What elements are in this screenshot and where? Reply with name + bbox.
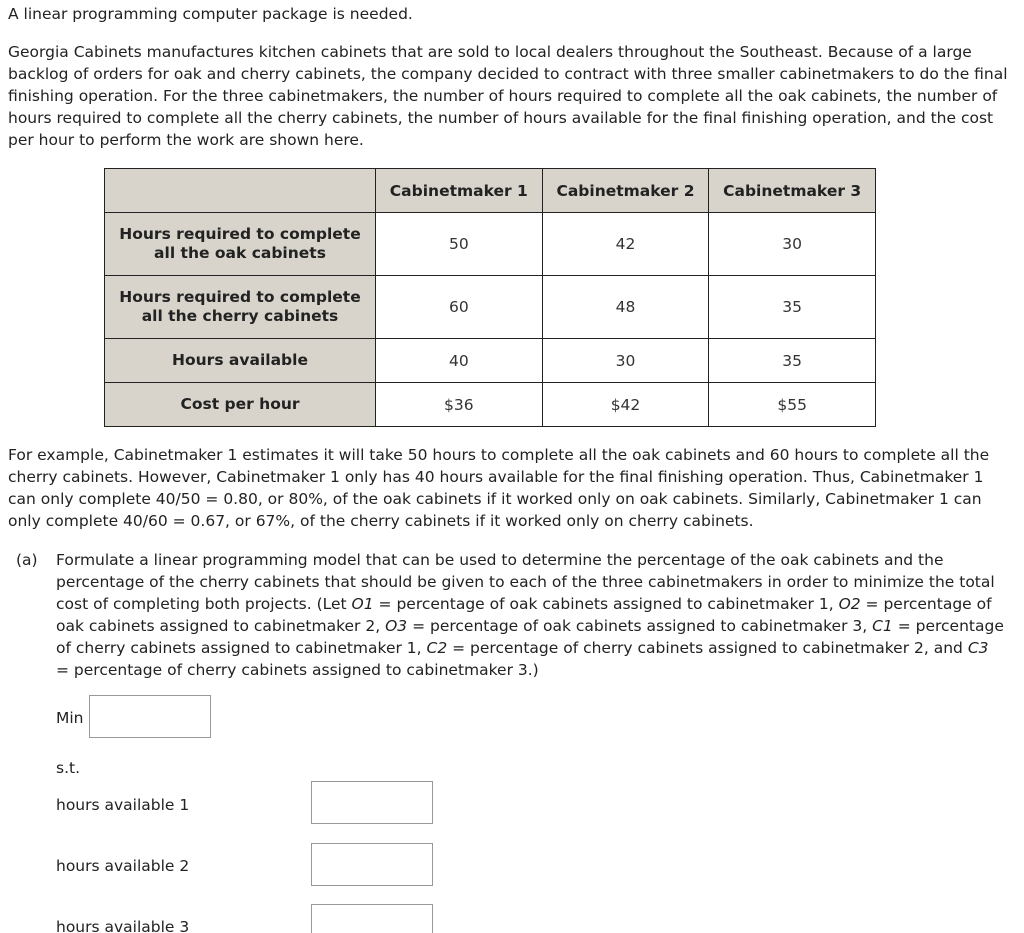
constraint-label-hours-available-2: hours available 2 <box>56 857 190 875</box>
row-header-hours-available: Hours available <box>105 339 376 383</box>
cell-cost-cm3: $55 <box>709 383 876 427</box>
cell-oak-hours-cm1: 50 <box>376 213 543 276</box>
text-segment: = percentage of oak cabinets assigned to cabinetmaker 1, <box>373 595 839 613</box>
row-header-line: Hours required to complete <box>119 288 361 306</box>
cell-hours-available-cm3: 35 <box>709 339 876 383</box>
text-segment: Formulate a linear programming model that can be used to determine the percentage of the oak cabinets and the percentage of the cherry cabinets that should be given to each of the three cabinetmakers in order to minimize the total cost of completing both projects. (Let <box>56 551 995 613</box>
cell-hours-available-cm2: 30 <box>542 339 709 383</box>
text-segment: = percentage of cherry cabinets assigned to cabinetmaker 2, and <box>447 639 968 657</box>
subject-to-label: s.t. <box>56 759 81 777</box>
text-segment: = percentage of oak cabinets assigned to cabinetmaker 2, <box>56 595 992 635</box>
table-header-row <box>105 169 876 213</box>
intro-text: A linear programming computer package is needed. <box>8 5 413 23</box>
cell-oak-hours-cm2: 42 <box>542 213 709 276</box>
constraint-label-hours-available-3: hours available 3 <box>56 918 190 933</box>
column-header-cabinetmaker-3: Cabinetmaker 3 <box>709 169 876 213</box>
variable-o1: O1 <box>351 595 374 613</box>
cabinetmaker-table <box>104 168 876 427</box>
variable-o2: O2 <box>838 595 861 613</box>
table-row-cost-per-hour <box>105 383 876 427</box>
text-segment: = percentage of oak cabinets assigned to cabinetmaker 3, <box>407 617 873 635</box>
table-row-oak-hours <box>105 213 876 276</box>
cell-hours-available-cm1: 40 <box>376 339 543 383</box>
row-header-oak-hours <box>105 213 376 276</box>
constraint-label-hours-available-1: hours available 1 <box>56 796 190 814</box>
problem-description: Georgia Cabinets manufactures kitchen cabinets that are sold to local dealers throughout the Southeast. Because of a large backlog of orders for oak and cherry cabinets, the company decided to contract with three smaller cabinetmakers to do the final finishing operation. For the three cabinetmakers, the number of hours required to complete all the oak cabinets, the number of hours required to complete all the cherry cabinets, the number of hours available for the final finishing operation, and the cost per hour to perform the work are shown here. <box>8 43 1008 149</box>
variable-c1: C1 <box>872 617 893 635</box>
constraint-input-hours-available-1[interactable] <box>311 781 433 824</box>
cell-cherry-hours-cm1: 60 <box>376 276 543 339</box>
part-a-question <box>16 549 1006 681</box>
cell-cherry-hours-cm2: 48 <box>542 276 709 339</box>
row-header-cost-per-hour: Cost per hour <box>105 383 376 427</box>
text-segment: = percentage of cherry cabinets assigned to cabinetmaker 3.) <box>56 661 539 679</box>
column-header-cabinetmaker-2: Cabinetmaker 2 <box>542 169 709 213</box>
table-row-hours-available <box>105 339 876 383</box>
column-header-cabinetmaker-1: Cabinetmaker 1 <box>376 169 543 213</box>
part-a-text <box>56 549 1006 681</box>
variable-c3: C3 <box>967 639 989 657</box>
constraint-input-hours-available-2[interactable] <box>311 843 433 886</box>
variable-o3: O3 <box>385 617 408 635</box>
part-a-letter: (a) <box>16 551 38 569</box>
example-explanation: For example, Cabinetmaker 1 estimates it will take 50 hours to complete all the oak cabinets and 60 hours to complete all the cherry cabinets. However, Cabinetmaker 1 only has 40 hours available for the final finishing operation. Thus, Cabinetmaker 1 can only complete 40/50 = 0.80, or 80%, of the oak cabinets if it worked only on oak cabinets. Similarly, Cabinetmaker 1 can only complete 40/60 = 0.67, or 67%, of the cherry cabinets if it worked only on cherry cabinets. <box>8 446 990 530</box>
row-header-line: Hours required to complete <box>119 225 361 243</box>
row-header-line: all the cherry cabinets <box>141 307 339 325</box>
min-label: Min <box>56 709 84 727</box>
objective-function-input[interactable] <box>89 695 211 738</box>
text-segment: = percentage of cherry cabinets assigned to cabinetmaker 1, <box>56 617 1004 657</box>
row-header-cherry-hours <box>105 276 376 339</box>
cell-cost-cm2: $42 <box>542 383 709 427</box>
constraint-input-hours-available-3[interactable] <box>311 904 433 933</box>
cell-cherry-hours-cm3: 35 <box>709 276 876 339</box>
table-corner-cell <box>105 169 376 213</box>
variable-c2: C2 <box>426 639 448 657</box>
table-row-cherry-hours <box>105 276 876 339</box>
cell-cost-cm1: $36 <box>376 383 543 427</box>
cell-oak-hours-cm3: 30 <box>709 213 876 276</box>
row-header-line: all the oak cabinets <box>154 244 326 262</box>
